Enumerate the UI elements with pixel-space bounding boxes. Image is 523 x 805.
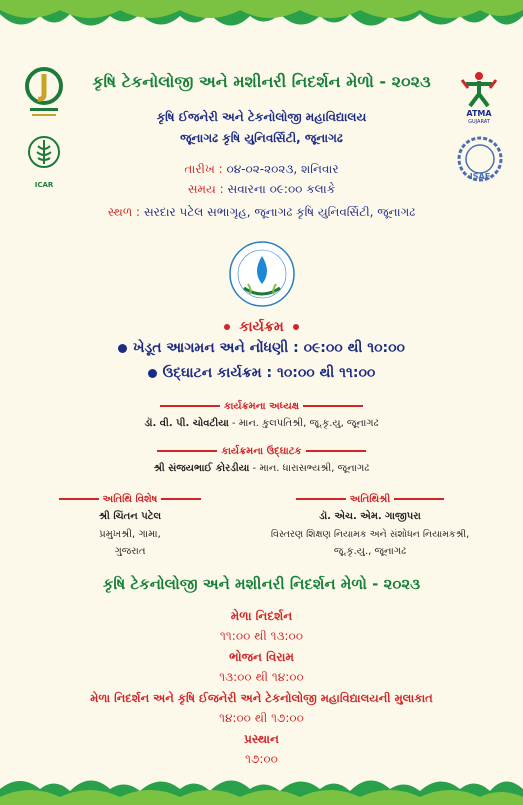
guest-heading xyxy=(250,494,490,505)
divider-line xyxy=(306,450,366,452)
divider-line xyxy=(296,498,346,500)
date-label: તારીખ : xyxy=(184,162,223,176)
place-label: સ્થળ : xyxy=(107,205,141,219)
schedule-item-time: ૧૩:૦૦ થી ૧૪:૦૦ xyxy=(219,670,304,684)
chair-name: ડૉ. વી. પી. ચોવટીયા xyxy=(144,418,229,429)
programme-heading xyxy=(0,316,523,335)
divider-line xyxy=(394,498,444,500)
programme-heading-text: કાર્યક્રમ xyxy=(239,319,284,335)
inaugurator-heading-text: કાર્યક્રમના ઉદ્ઘાટક xyxy=(221,446,302,457)
schedule-item-label: મેળા નિદર્શન અને કૃષિ ઈજનેરી અને ટેકનોલોજી મહાવિદ્યાલયની મુલાકાત xyxy=(90,691,433,705)
guest-line1: વિસ્તરણ શિક્ષણ નિયામક અને સંશોધન નિયામકશ્રી, xyxy=(270,529,470,540)
inaugurator-heading xyxy=(0,446,523,457)
inauguration-label: ઉદ્ઘાટન કાર્યક્રમ : xyxy=(162,365,273,381)
isae-label: ISAE xyxy=(469,172,491,181)
leaf-border-top xyxy=(0,0,523,40)
event-time xyxy=(0,182,523,197)
guest-name: ડૉ. એચ. એમ. ગાજીપરા xyxy=(319,511,421,522)
schedule-item-time: ૧૧:૦૦ થી ૧૩:૦૦ xyxy=(220,629,303,643)
bullet-dot xyxy=(118,344,127,353)
chair-heading xyxy=(0,401,523,412)
bullet-dot xyxy=(148,369,157,378)
guest-line2: જૂ.કૃ.યુ., જૂનાગઢ xyxy=(333,546,407,557)
divider-line xyxy=(161,498,201,500)
atma-sub-label: GUJARAT xyxy=(468,119,490,125)
registration-label: ખેડૂત આગમન અને નોંધણી : xyxy=(133,340,299,356)
time-value: સવારના ૦૯:૦૦ કલાકે xyxy=(227,182,336,196)
event-place xyxy=(0,205,523,220)
schedule-item-label: પ્રસ્થાન xyxy=(244,732,279,746)
divider-line xyxy=(59,498,99,500)
inaugurator-role: - માન. ધારાસભ્યશ્રી, જૂનાગઢ xyxy=(252,463,370,474)
chair-heading-text: કાર્યક્રમના અધ્યક્ષ xyxy=(223,401,300,412)
special-guest-heading xyxy=(40,494,220,505)
atma-label: ATMA xyxy=(466,109,492,118)
time-label: સમય : xyxy=(187,182,224,196)
icar-label: ICAR xyxy=(34,181,54,189)
leaf-border-bottom xyxy=(0,769,523,805)
programme-item-inauguration xyxy=(0,365,523,381)
registration-time: ૦૯:૦૦ થી ૧૦:૦૦ xyxy=(303,340,405,356)
chair-role: - માન. કુલપતિશ્રી, જૂ.કૃ.યુ, જૂનાગઢ xyxy=(232,418,379,429)
divider-line xyxy=(157,450,217,452)
special-guest-heading-text: અતિથિ વિશેષ xyxy=(102,494,158,505)
schedule-title: કૃષિ ટેકનોલોજી અને મશીનરી નિદર્શન મેળો - ૨૦૨૩ xyxy=(102,575,421,593)
guest-heading-text: અતિથિશ્રી xyxy=(349,494,391,505)
chair-line xyxy=(0,418,523,429)
inauguration-time: ૧૦:૦૦ થી ૧૧:૦૦ xyxy=(276,365,376,381)
inaugurator-name: શ્રી સંજયભાઈ કોરડીયા xyxy=(153,463,250,474)
schedule-item-time: ૧૪:૦૦ થી ૧૭:૦૦ xyxy=(219,711,304,725)
date-value: ૦૪-૦૨-૨૦૨૩, શનિવાર xyxy=(226,162,339,176)
main-title: કૃષિ ટેકનોલોજી અને મશીનરી નિદર્શન મેળો - ૨૦૨૩ xyxy=(92,72,431,91)
programme-item-registration xyxy=(0,340,523,356)
special-guest-name: શ્રી ચિંતન પટેલ xyxy=(98,511,162,522)
university-name: જૂનાગઢ કૃષિ યુનિવર્સિટી, જૂનાગઢ xyxy=(180,131,343,145)
divider-line xyxy=(303,405,363,407)
place-value: સરદાર પટેલ સભાગૃહ, જૂનાગઢ કૃષિ યુનિવર્સિટી, જૂનાગઢ xyxy=(143,205,416,219)
special-guest-line2: ગુજરાત xyxy=(114,546,146,557)
inaugurator-line xyxy=(0,463,523,474)
schedule-item-label: મેળા નિદર્શન xyxy=(230,609,293,623)
heading-dot-left xyxy=(224,324,230,330)
college-emblem-icon xyxy=(226,240,298,310)
schedule-item-time: ૧૭:૦૦ xyxy=(245,752,278,766)
event-date xyxy=(0,162,523,177)
college-name: કૃષિ ઈજનેરી અને ટેકનોલોજી મહાવિદ્યાલય xyxy=(156,110,367,124)
schedule-item-label: ભોજન વિરામ xyxy=(229,650,294,664)
heading-dot-right xyxy=(293,324,299,330)
special-guest-line1: પ્રમુખશ્રી, ગામા, xyxy=(99,529,161,540)
divider-line xyxy=(160,405,220,407)
